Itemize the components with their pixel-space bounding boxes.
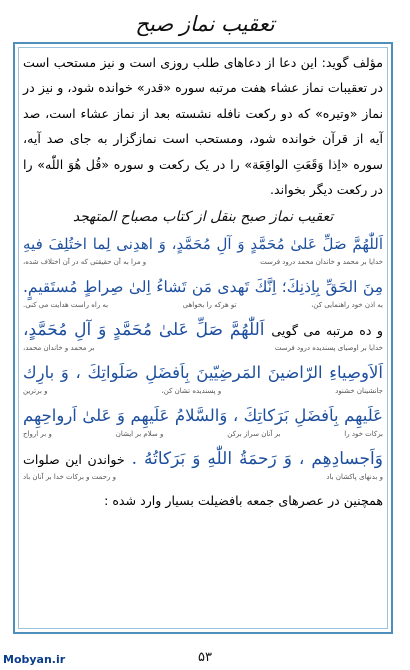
dua-line-2: مِنَ الحَقِّ بِاِذنِكَ؛ اِنَّكَ تَهدى مَن تَشاءُ اِلىٰ صِراطٍ مُستَقيمٍ. bbox=[23, 278, 383, 297]
intro-paragraph bbox=[23, 50, 383, 202]
dua-line-4: اَلاَوصِياءِ الرّاضينَ المَرضِيّينَ بِاَفضَلِ صَلَواتِكَ ، وَ بارِك bbox=[23, 363, 383, 383]
dua-line-3-arabic: اَللّٰهُمَّ صَلِّ عَلىٰ مُحَمَّدٍ وَ آلِ مُحَمَّدٍ، bbox=[23, 320, 265, 341]
translation-segment: و سلام بر ایشان bbox=[115, 430, 164, 439]
intro-text-4: را در یک رکعت و سوره bbox=[109, 156, 245, 172]
dua-line-1-translation bbox=[23, 257, 383, 268]
intro-text-2: خوانده شود، و نیز در نماز bbox=[23, 80, 383, 121]
closing-line: همچنین در عصرهای جمعه بافضیلت بسیار وارد شده : bbox=[104, 493, 383, 509]
translation-segment: به راه راست هدایت می کنی. bbox=[23, 301, 109, 310]
page-number: ۵۳ bbox=[198, 650, 212, 665]
translation-segment: خدایا بر اوصیای پسندیده درود فرست bbox=[274, 344, 383, 353]
intro-quote-watira: «وتیره» bbox=[315, 105, 358, 121]
section-subtitle: تعقیب نماز صبح بنقل از کتاب مصباح المتهجد bbox=[72, 209, 334, 226]
translation-segment: بر آنان سراز برکن bbox=[227, 430, 281, 439]
intro-quote-qadr: «قدر» bbox=[136, 80, 172, 96]
site-link[interactable]: Mobyan.ir bbox=[3, 653, 66, 666]
translation-segment: و بر ارواح bbox=[23, 430, 52, 439]
intro-quote-ikhlas: «قُل هُوَ اللّٰه» bbox=[37, 156, 110, 172]
intro-quote-waqia: «اِذا وَقَعَتِ الواقِعَة» bbox=[244, 156, 349, 172]
dua-line-3 bbox=[23, 317, 383, 343]
translation-segment: و رحمت و برکات خدا بر آنان باد bbox=[23, 473, 116, 482]
dua-line-6 bbox=[23, 446, 383, 472]
translation-segment: خدایا بر محمد و خاندان محمد درود فرست bbox=[260, 258, 383, 267]
translation-segment: تو هرکه را بخواهی bbox=[182, 301, 237, 310]
dua-line-1: اَللّٰهُمَّ صَلِّ عَلىٰ مُحَمَّدٍ وَ آلِ مُحَمَّدٍ، وَ اهدِنى لِما اختُلِفَ فيهِ bbox=[23, 235, 383, 254]
intro-text-1: مؤلف گوید: این دعا از دعاهای طلب روزی است و نیز مستحب است در تعقیبات نماز عشاء هفت مرتبه سوره bbox=[23, 55, 383, 96]
dua-line-6-arabic: وَاَجسادِهِم ، وَ رَحمَةُ اللّٰهِ وَ بَرَكاتُهُ . bbox=[131, 449, 383, 470]
dua-line-3-translation bbox=[23, 343, 383, 354]
translation-segment: و مرا به آن حقیقتی که در آن اختلاف شده، bbox=[23, 258, 147, 267]
translation-segment: به اذن خود راهنمایی کن، bbox=[311, 301, 383, 310]
page-title: تعقیب نماز صبح bbox=[135, 12, 275, 36]
translation-segment: و بدنهای پاکشان باد bbox=[326, 473, 383, 482]
dua-line-2-translation bbox=[23, 300, 383, 311]
dua-line-5-translation bbox=[23, 429, 383, 440]
intro-text-5: را در رکعت دیگر بخواند. bbox=[23, 156, 383, 198]
dua-line-6-prose: خواندن این صلوات bbox=[23, 452, 125, 468]
dua-line-6-translation bbox=[23, 472, 383, 483]
translation-segment: جانشینان خشنود bbox=[335, 387, 383, 396]
page-content bbox=[23, 50, 383, 513]
translation-segment: و پسندیده تشان کن، bbox=[161, 387, 222, 396]
intro-text-3: که دو رکعت نافله نشسته بعد از نماز عشاء است، صد آیه از قرآن خوانده شود، ومستحب است نمازگزار به جای صد آیه، سوره bbox=[23, 105, 383, 172]
page-header bbox=[0, 4, 410, 44]
dua-line-3-prose: و ده مرتبه می گویی bbox=[271, 323, 383, 339]
dua-line-4-translation bbox=[23, 386, 383, 397]
translation-segment: بر محمد و خاندان محمد، bbox=[23, 344, 95, 353]
dua-line-5: عَلَيهِم بِاَفضَلِ بَرَكاتِكَ ، وَالسَّلامُ عَلَيهِم وَ عَلىٰ اَرواحِهِم bbox=[23, 406, 383, 426]
translation-segment: برکات خود را bbox=[344, 430, 383, 439]
page-frame bbox=[13, 42, 393, 634]
translation-segment: و برترین bbox=[23, 387, 48, 396]
